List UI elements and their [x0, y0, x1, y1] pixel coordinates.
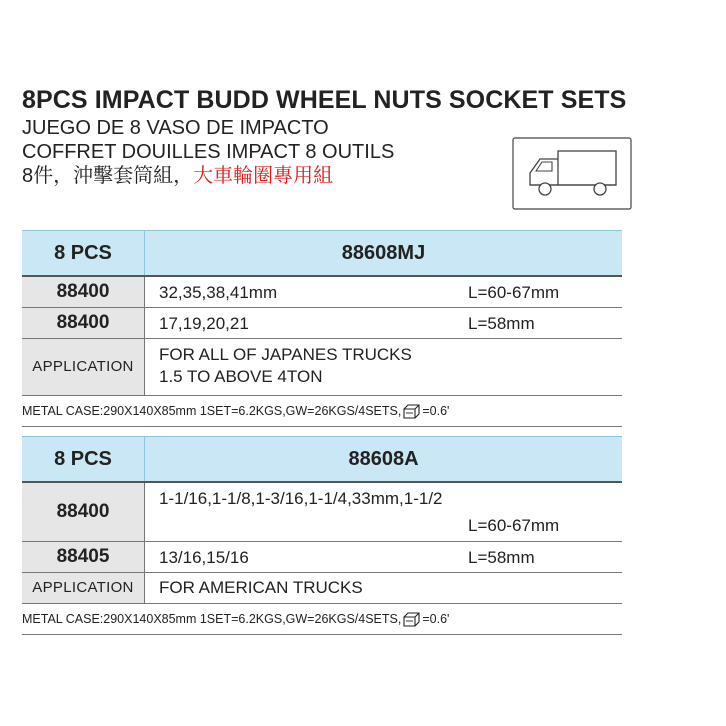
- application-line: 1.5 TO ABOVE 4TON: [159, 367, 323, 386]
- product-code: 88608MJ: [144, 231, 622, 275]
- part-number-cell: [22, 483, 145, 541]
- part-number: 88400: [56, 281, 110, 302]
- application-label: APPLICATION: [32, 358, 134, 375]
- pcs-label: 8 PCS: [54, 242, 112, 264]
- spec-row: [22, 277, 622, 308]
- length: L=58mm: [468, 548, 535, 567]
- part-number: 88405: [56, 546, 110, 567]
- sizes: 1-1/16,1-1/8,1-3/16,1-1/4,33mm,1-1/2: [159, 489, 443, 508]
- application-row: [22, 573, 622, 604]
- sizes: 13/16,15/16: [159, 548, 249, 567]
- case-note: [22, 604, 622, 635]
- part-number-cell: [22, 308, 145, 338]
- title-spanish: JUEGO DE 8 VASO DE IMPACTO: [22, 117, 329, 139]
- application-row: [22, 339, 622, 396]
- product-88608MJ: [22, 230, 622, 427]
- pcs-label: 8 PCS: [54, 448, 112, 470]
- application-label: APPLICATION: [32, 579, 134, 596]
- application-line: FOR ALL OF JAPANES TRUCKS: [159, 345, 412, 364]
- product-code: 88608A: [144, 437, 622, 481]
- spec-row: [22, 542, 622, 573]
- product-header: [22, 436, 622, 483]
- carton-volume-icon: [403, 404, 420, 419]
- application-label-cell: [22, 573, 145, 603]
- case-note: [22, 396, 622, 427]
- volume-value: =0.6': [422, 612, 450, 626]
- title-chinese-black: 8件，沖擊套筒組，: [22, 165, 194, 187]
- product-88608A: [22, 436, 622, 635]
- sizes: 17,19,20,21: [159, 314, 249, 333]
- spec-row: [22, 308, 622, 339]
- volume-value: =0.6': [422, 404, 450, 418]
- title-chinese-red: 大車輪圈專用組: [193, 165, 334, 187]
- carton-volume-icon: [403, 612, 420, 627]
- product-header: [22, 230, 622, 277]
- part-number: 88400: [56, 312, 110, 333]
- length: L=58mm: [468, 314, 535, 333]
- case-note-text: METAL CASE:290X140X85mm 1SET=6.2KGS,GW=26KGS/4SETS,: [22, 404, 402, 418]
- part-number: 88400: [56, 501, 110, 522]
- title-french: COFFRET DOUILLES IMPACT 8 OUTILS: [22, 141, 395, 163]
- length: L=60-67mm: [468, 283, 560, 302]
- sizes: 32,35,38,41mm: [159, 283, 278, 302]
- truck-icon: [512, 137, 632, 210]
- title-english: 8PCS IMPACT BUDD WHEEL NUTS SOCKET SETS: [22, 86, 627, 114]
- case-note-text: METAL CASE:290X140X85mm 1SET=6.2KGS,GW=26KGS/4SETS,: [22, 612, 402, 626]
- application-label-cell: [22, 339, 145, 395]
- application-line: FOR AMERICAN TRUCKS: [159, 578, 363, 597]
- length: L=60-67mm: [468, 516, 560, 535]
- part-number-cell: [22, 277, 145, 307]
- part-number-cell: [22, 542, 145, 572]
- spec-row: [22, 483, 622, 542]
